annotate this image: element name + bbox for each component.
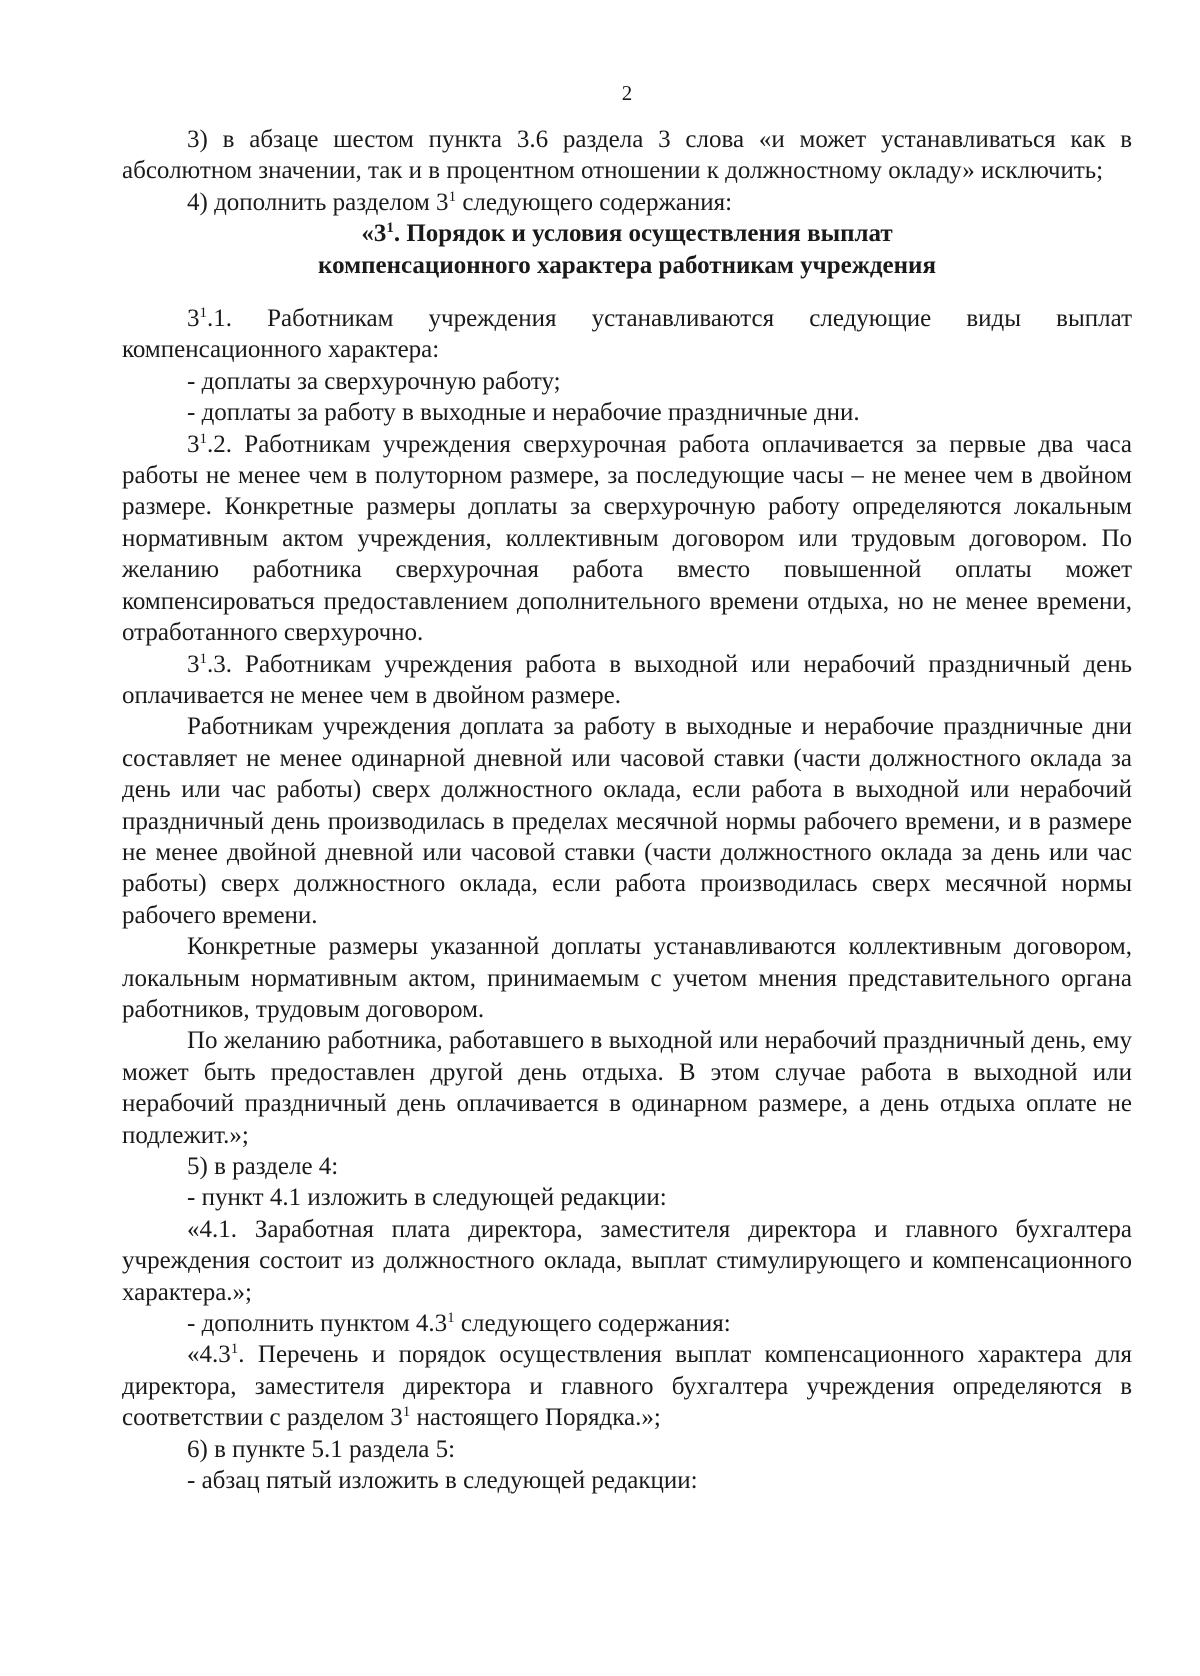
document-page <box>122 80 1132 1650</box>
list-item-weekend: - доплаты за работу в выходные и нерабочие праздничные дни. <box>187 399 860 427</box>
list-item-4-1: - пункт 4.1 изложить в следующей редакции: <box>187 1184 667 1212</box>
paragraph-item-5: 5) в разделе 4: <box>187 1153 339 1180</box>
paragraph-item-6: 6) в пункте 5.1 раздела 5: <box>187 1435 456 1463</box>
section-title-line-2: компенсационного характера работникам учреждения <box>318 251 936 279</box>
paragraph-item-3: 3) в абзаце шестом пункта 3.6 раздела 3 слова «и может устанавливаться как в абсолютном значении, так и в процентном отношении к должностному окладу» исключить; <box>122 126 1132 185</box>
page-number: 2 <box>621 81 633 105</box>
paragraph-4-1: «4.1. Заработная плата директора, заместителя директора и главного бухгалтера учреждения состоит из должностного оклада, выплат стимулирующего и компенсационного характера.»; <box>122 1215 1132 1306</box>
section-title <box>122 218 1132 281</box>
list-item-4-3-1: - дополнить пунктом $4.3^1$ следующего содержания: <box>187 1310 731 1338</box>
section-title-line-1: «$3^1$. Порядок и условия осуществления выплат <box>361 220 893 248</box>
list-item-overtime: - доплаты за сверхурочную работу; <box>187 367 561 395</box>
list-item-paragraph-five: - абзац пятый изложить в следующей редакции: <box>187 1467 698 1495</box>
paragraph-3-1-2: $3^1.2$. Работникам учреждения сверхурочная работа оплачивается за первые два часа работы не менее чем в полуторном размере, за последующие часы – не менее чем в двойном размере. Конкретные размеры доплаты за сверхурочную работу определяются локальным нормативным актом учреждения, коллективным договором или трудовым договором. По желанию работника сверхурочная работа вместо повышенной оплаты может компенсироваться предоставлением дополнительного времени отдыха, но не менее времени, отработанного сверхурочно. <box>122 430 1132 647</box>
paragraph-3-1-3: $3^1.3$. Работникам учреждения работа в выходной или нерабочий праздничный день оплачивается не менее чем в двойном размере. <box>122 650 1132 709</box>
paragraph-4-3-1: «$4.3^1$. Перечень и порядок осуществления выплат компенсационного характера для директора, заместителя директора и главного бухгалтера учреждения определяются в соответствии с разделом $3^1$ настоящего Порядка.»; <box>122 1341 1132 1432</box>
paragraph-3-1-1: $3^1.1$. Работникам учреждения устанавливаются следующие виды выплат компенсационного характера: <box>122 305 1132 364</box>
paragraph-specific-sizes: Конкретные размеры указанной доплаты устанавливаются коллективным договором, локальным нормативным актом, принимаемым с учетом мнения представительного органа работников, трудовым договором. <box>122 933 1132 1023</box>
paragraph-day-off: По желанию работника, работавшего в выходной или нерабочий праздничный день, ему может быть предоставлен другой день отдыха. В этом случае работа в выходной или нерабочий праздничный день оплачивается в одинарном размере, а день отдыха оплате не подлежит.»; <box>122 1027 1132 1149</box>
paragraph-weekend-pay: Работникам учреждения доплата за работу в выходные и нерабочие праздничные дни составляет не менее одинарной дневной или часовой ставки (части должностного оклада за день или час работы) сверх должностного оклада, если работа в выходной или нерабочий праздничный день производилась в пределах месячной нормы рабочего времени, и в размере не менее двойной дневной или часовой ставки (части должностного оклада за день или час работы) сверх должностного оклада, если работа производилась сверх месячной нормы рабочего времени. <box>122 713 1132 929</box>
paragraph-item-4: 4) дополнить разделом $3^1$ следующего содержания: <box>187 188 733 216</box>
